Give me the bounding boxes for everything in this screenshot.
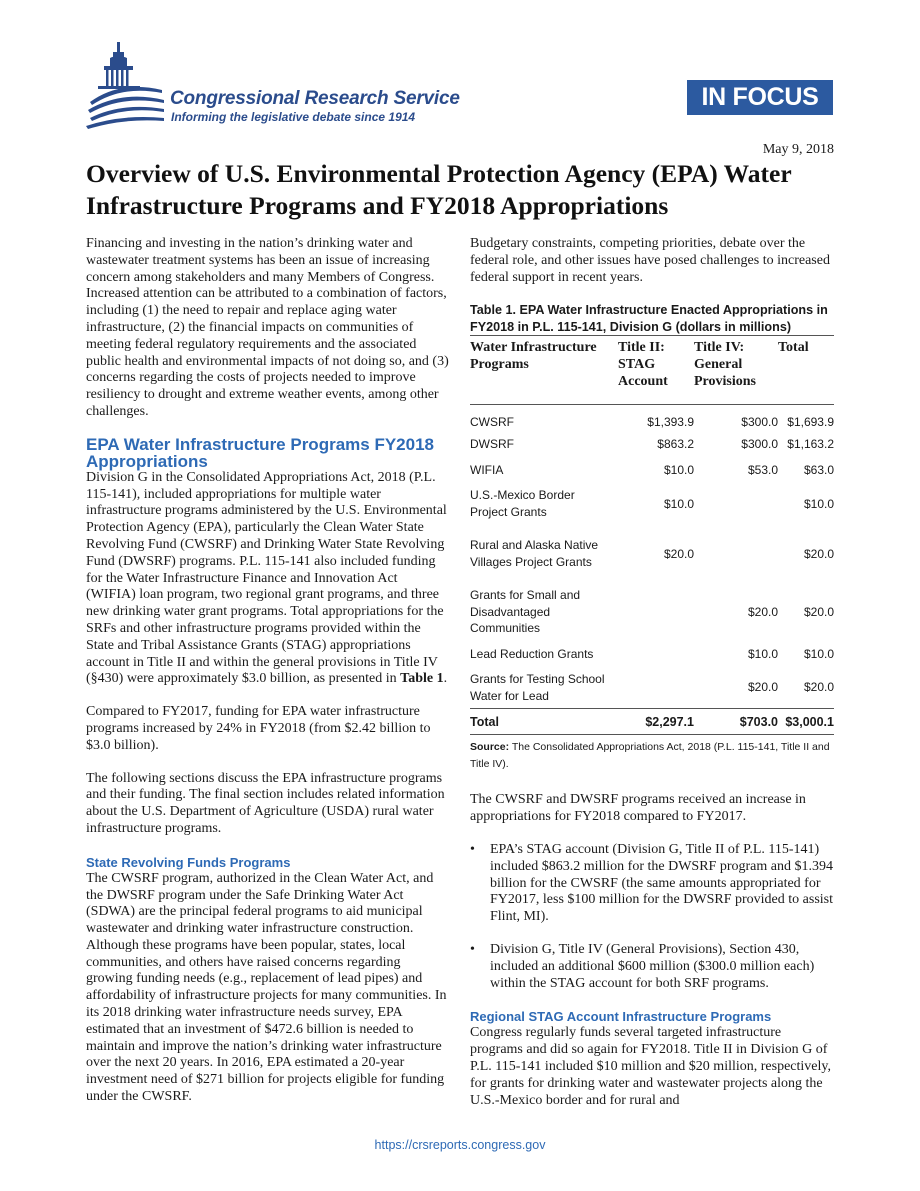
crs-reports-link[interactable]: https://crsreports.congress.gov: [374, 1138, 546, 1152]
row-label: Grants for Testing School Water for Lead: [470, 672, 605, 703]
total-label: Total: [470, 709, 618, 735]
table-1-reference: Table 1: [400, 671, 444, 687]
funding-bullet-list: [470, 842, 834, 992]
table-header-row: [470, 336, 834, 405]
table-row: CWSRF $1,393.9 $300.0 $1,693.9: [470, 405, 834, 431]
regional-programs-paragraph: Congress regularly funds several targeted infrastructure programs and did so again for FY2018. Title II in Division G of P.L. 115-141 included $10 million and $20 million, respectively, for grants for drinking water and wastewater projects along the U.S.-Mexico border and for rural and: [470, 1025, 831, 1108]
table-total-row: Total $2,297.1 $703.0 $3,000.1: [470, 709, 834, 735]
table-row: Lead Reduction Grants $10.0 $10.0: [470, 641, 834, 667]
row-label: Lead Reduction Grants: [470, 646, 594, 661]
header-title-iv: Title IV: General Provisions: [694, 336, 778, 405]
org-name: Congressional Research Service: [170, 88, 460, 109]
table-row: WIFIA $10.0 $53.0 $63.0: [470, 457, 834, 483]
table-row: U.S.-Mexico Border Project Grants $10.0 $10.0: [470, 483, 834, 525]
subsection-heading-srf: State Revolving Funds Programs: [86, 854, 291, 870]
header-programs: Water Infrastructure Programs: [470, 336, 618, 405]
row-label: Grants for Small and Disadvantaged Communities: [470, 588, 581, 636]
row-label: DWSRF: [470, 436, 514, 451]
publication-date: May 9, 2018: [762, 142, 834, 157]
srf-increase-paragraph: The CWSRF and DWSRF programs received an increase in appropriations for FY2018 compared to FY2017.: [470, 792, 806, 825]
appropriations-table: [470, 335, 834, 735]
header-title-ii: Title II: STAG Account: [618, 336, 694, 405]
report-title: Overview of U.S. Environmental Protection Agency (EPA) Water Infrastructure Programs and FY2018 Appropriations: [86, 159, 792, 220]
section-heading-appropriations: EPA Water Infrastructure Programs FY2018 Appropriations: [86, 434, 434, 471]
fy2017-comparison-paragraph: Compared to FY2017, funding for EPA water infrastructure programs increased by 24% in FY2018 (from $2.42 billion to $3.0 billion).: [86, 704, 431, 753]
sections-overview-paragraph: The following sections discuss the EPA infrastructure programs and their funding. The final section includes related information about the U.S. Department of Agriculture (USDA) rural water infrastructure programs.: [86, 770, 445, 836]
table-row: Rural and Alaska Native Villages Project Grants $20.0 $20.0: [470, 525, 834, 583]
row-label: Rural and Alaska Native Villages Project Grants: [470, 538, 599, 569]
row-label: WIFIA: [470, 462, 504, 477]
table-caption: Table 1. EPA Water Infrastructure Enacted Appropriations in FY2018 in P.L. 115-141, Division G (dollars in millions): [470, 303, 828, 334]
budget-constraints-paragraph: Budgetary constraints, competing priorities, debate over the federal role, and other issues have posed challenges to increased federal support in recent years.: [470, 236, 830, 285]
table-source-note: Source: The Consolidated Appropriations Act, 2018 (P.L. 115-141, Title II and Title IV).: [470, 741, 830, 770]
right-column: [470, 236, 834, 1125]
table-row: Grants for Testing School Water for Lead $20.0 $20.0: [470, 667, 834, 709]
subsection-heading-regional-stag: Regional STAG Account Infrastructure Programs: [470, 1009, 772, 1025]
division-g-paragraph: Division G in the Consolidated Appropriations Act, 2018 (P.L. 115-141), included appropriations for multiple water infrastructure programs administered by the U.S. Environmental Protection Agency (EPA), particularly the Clean Water State Revolving Fund (CWSRF) and Drinking Water State Revolving Fund (DWSRF) programs. P.L. 115-141 also included funding for the Water Infrastructure Finance and Innovation Act (WIFIA) loan program, two regional grant programs, and three new drinking water grant programs. Total appropriations for the SRFs and other infrastructure programs provided within the State and Tribal Assistance Grants (STAG) appropriations account in Title II and within the general provisions in Title IV (§430) were approximately $3.0 billion, as presented in Table 1.: [86, 469, 448, 687]
in-focus-badge: IN FOCUS: [687, 80, 833, 115]
table-row: DWSRF $863.2 $300.0 $1,163.2: [470, 431, 834, 457]
row-label: U.S.-Mexico Border Project Grants: [470, 488, 575, 519]
capitol-dome-logo: [86, 40, 166, 132]
srf-paragraph: The CWSRF program, authorized in the Clean Water Act, and the DWSRF program under the Safe Drinking Water Act (SDWA) are the principal federal programs to aid municipal wastewater and drinking water infrastructure construction. Although these programs have been popular, states, local communities, and others have raised concerns regarding growing funding needs (e.g., replacement of lead pipes) and affordability of infrastructure projects for many communities. In its 2018 drinking water infrastructure needs survey, EPA estimated that an investment of $472.6 billion is needed to maintain and improve the nation’s drinking water infrastructure over the next 20 years. In 2016, EPA estimated a 20-year investment need of $271 billion for projects eligible for funding under the CWSRF.: [86, 870, 447, 1105]
intro-paragraph: Financing and investing in the nation’s drinking water and wastewater treatment systems has been an issue of increasing concern among stakeholders and many Members of Congress. Increased attention can be attributed to a combination of factors, including (1) the need to repair and replace aging water infrastructure, (2) the financial impacts on communities of meeting federal regulatory requirements and the associated public health and environmental impacts of not doing so, and (3) concerns regarding the costs of projects needed to improve resiliency to drought and extreme weather events, among other challenges.: [86, 236, 449, 419]
org-tagline: Informing the legislative debate since 1914: [171, 110, 416, 124]
list-item: • EPA’s STAG account (Division G, Title II of P.L. 115-141) included $863.2 million for the DWSRF program and $1.394 billion for the CWSRF (the same amounts appropriated for FY2017, less $100 million for the DWSRF provided to assist Flint, MI).: [470, 842, 834, 926]
left-column: [86, 236, 450, 1122]
table-row: Grants for Small and Disadvantaged Communities $20.0 $20.0: [470, 583, 834, 641]
header-total: Total: [778, 336, 834, 405]
list-item: • Division G, Title IV (General Provisions), Section 430, included an additional $600 million ($300.0 million each) within the STAG account for both SRF programs.: [470, 942, 834, 992]
footer-url[interactable]: [0, 1138, 920, 1152]
row-label: CWSRF: [470, 414, 514, 429]
